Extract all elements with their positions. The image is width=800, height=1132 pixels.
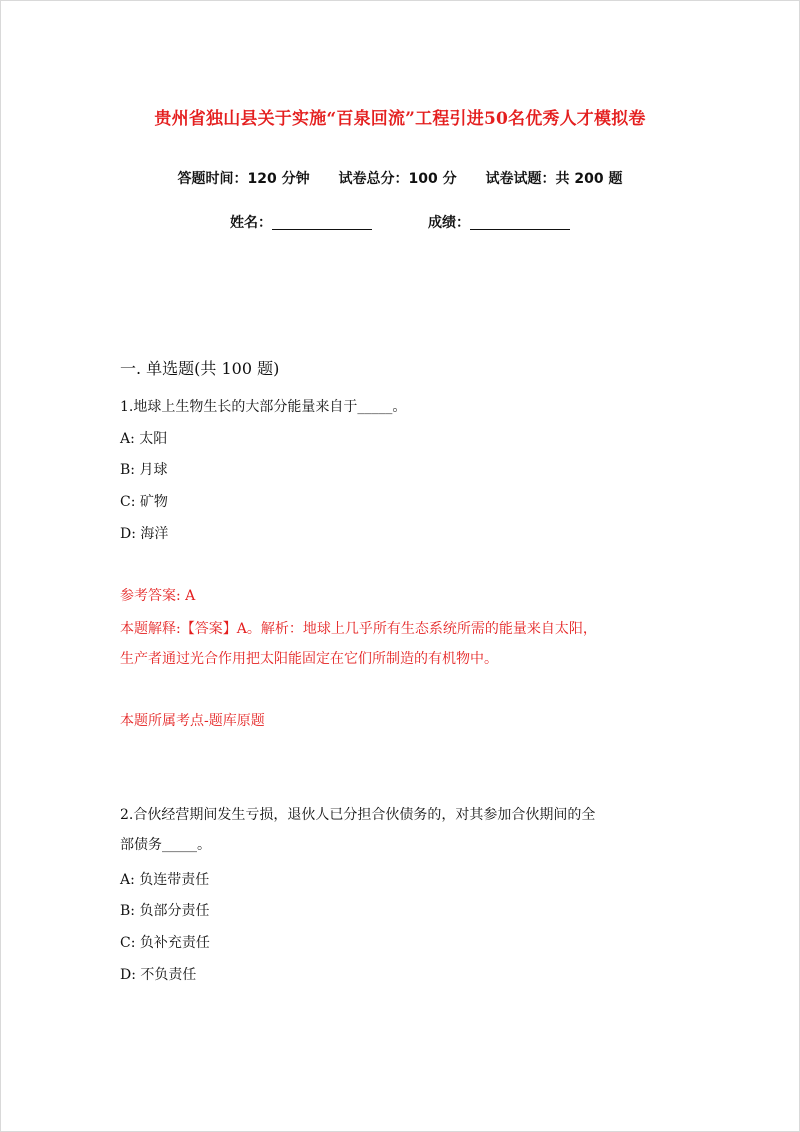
question-1-option-d: D: 海洋	[120, 526, 169, 542]
question-2-stem-line-2: 部债务_____。	[120, 837, 211, 853]
question-1-stem: 1.地球上生物生长的大部分能量来自于_____。	[120, 399, 407, 415]
exam-meta	[0, 168, 800, 188]
question-2-option-a: A: 负连带责任	[120, 872, 210, 888]
score-label: 成绩：	[428, 215, 470, 231]
question-1-explanation-line-1: 本题解释:【答案】A。解析：地球上几乎所有生态系统所需的能量来自太阳，	[120, 621, 597, 637]
question-1-source: 本题所属考点-题库原题	[120, 713, 265, 729]
question-2-option-b: B: 负部分责任	[120, 903, 210, 919]
question-2-stem-line-1: 2.合伙经营期间发生亏损，退伙人已分担合伙债务的，对其参加合伙期间的全	[120, 807, 596, 823]
exam-question-count: 试卷试题：共 200 题	[485, 171, 623, 187]
name-label: 姓名：	[230, 215, 272, 231]
question-1-option-a: A: 太阳	[120, 431, 168, 447]
name-blank	[272, 215, 372, 230]
question-1-answer: 参考答案: A	[120, 588, 196, 604]
exam-total-score: 试卷总分：100 分	[338, 171, 457, 187]
section-title: 一. 单选题(共 100 题)	[120, 359, 280, 378]
question-1-explanation-line-2: 生产者通过光合作用把太阳能固定在它们所制造的有机物中。	[120, 651, 498, 667]
exam-time: 答题时间：120 分钟	[177, 171, 310, 187]
question-1-option-b: B: 月球	[120, 462, 168, 478]
name-score-row	[0, 212, 800, 232]
question-2-option-c: C: 负补充责任	[120, 935, 210, 951]
score-blank	[470, 215, 570, 230]
question-1-option-c: C: 矿物	[120, 494, 168, 510]
exam-title: 贵州省独山县关于实施“百泉回流”工程引进50名优秀人才模拟卷	[154, 109, 646, 129]
question-2-option-d: D: 不负责任	[120, 967, 197, 983]
